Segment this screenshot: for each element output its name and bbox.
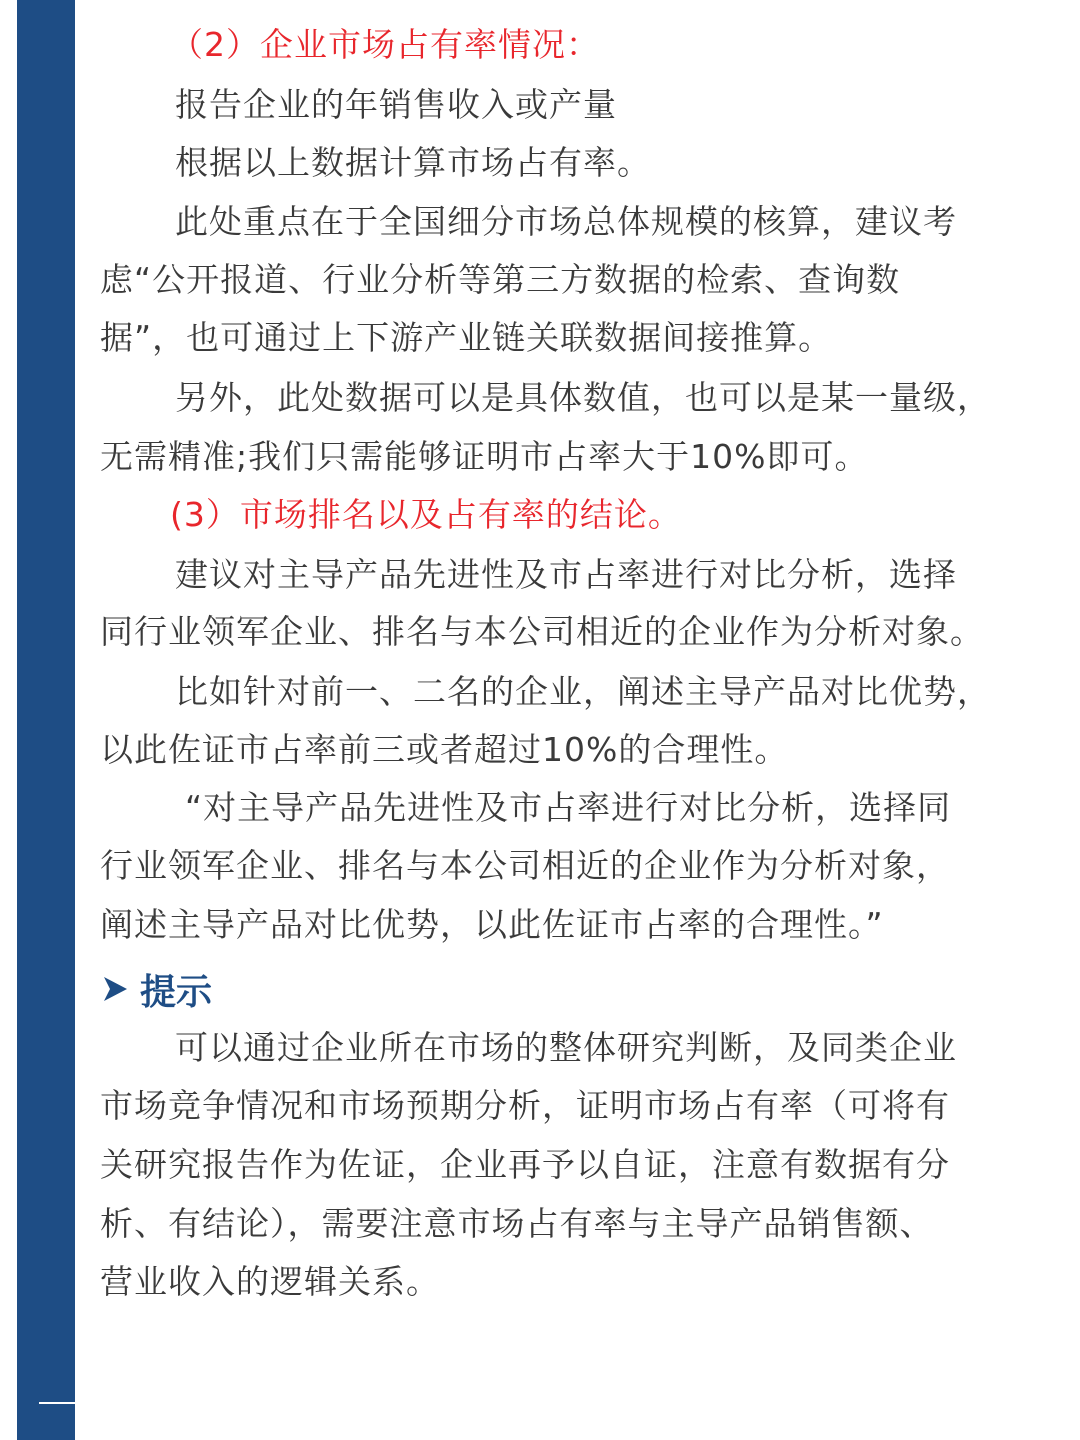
section3-line-1: 建议对主导产品先进性及市占率进行对比分析，选择 (175, 555, 957, 594)
tip-line-4: 析、有结论），需要注意市场占有率与主导产品销售额、 (100, 1204, 934, 1243)
bar-divider-line (39, 1402, 85, 1404)
tip-line-1: 可以通过企业所在市场的整体研究判断，及同类企业 (175, 1028, 957, 1067)
section3-heading: (3）市场排名以及占有率的结论。 (170, 495, 682, 534)
section3-line-2: 同行业领军企业、排名与本公司相近的企业作为分析对象。 (100, 612, 984, 651)
tip-line-3: 关研究报告作为佐证，企业再予以自证，注意有数据有分 (100, 1145, 950, 1184)
arrow-right-icon (100, 974, 130, 1004)
section2-line-5: 据”，也可通过上下游产业链关联数据间接推算。 (100, 318, 833, 357)
section3-line-3: 比如针对前一、二名的企业，阐述主导产品对比优势， (175, 672, 991, 711)
section3-line-4: 以此佐证市占率前三或者超过10%的合理性。 (100, 730, 789, 769)
section2-line-4: 虑“公开报道、行业分析等第三方数据的检索、查询数 (100, 260, 901, 299)
left-decorative-bar (17, 0, 75, 1440)
tip-heading (100, 964, 212, 1014)
section3-line-6: 行业领军企业、排名与本公司相近的企业作为分析对象， (100, 846, 950, 885)
section2-line-7: 无需精准;我们只需能够证明市占率大于10%即可。 (100, 437, 869, 476)
tip-heading-text: 提示 (140, 971, 213, 1013)
tip-line-5: 营业收入的逻辑关系。 (100, 1262, 440, 1301)
section2-line-6: 另外，此处数据可以是具体数值，也可以是某一量级， (175, 378, 991, 417)
section2-line-3: 此处重点在于全国细分市场总体规模的核算，建议考 (175, 202, 957, 241)
section3-line-7: 阐述主导产品对比优势，以此佐证市占率的合理性。” (100, 905, 884, 944)
section2-line-2: 根据以上数据计算市场占有率。 (175, 143, 651, 182)
section3-line-5: “对主导产品先进性及市占率进行对比分析，选择同 (185, 788, 952, 827)
section2-heading: （2）企业市场占有率情况： (170, 25, 600, 64)
tip-line-2: 市场竞争情况和市场预期分析，证明市场占有率（可将有 (100, 1086, 950, 1125)
section2-line-1: 报告企业的年销售收入或产量 (175, 85, 617, 124)
